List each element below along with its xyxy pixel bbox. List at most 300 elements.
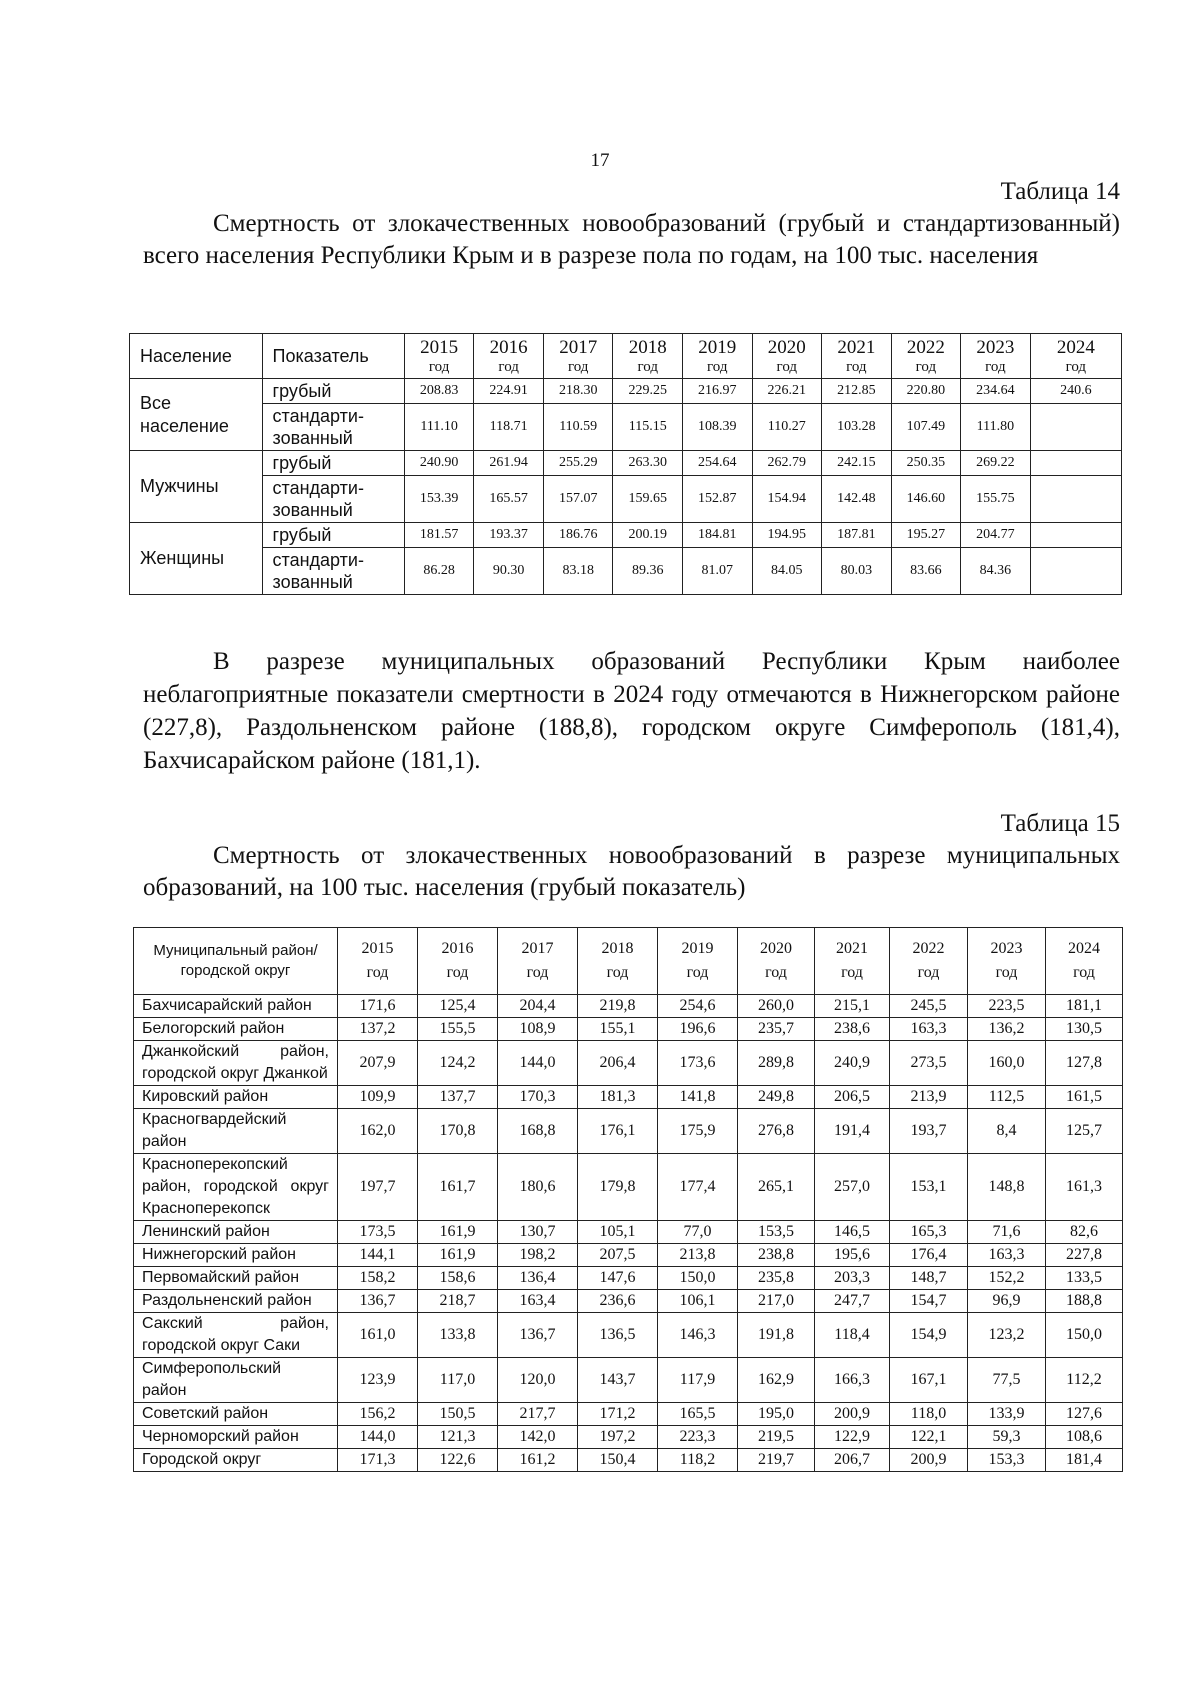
value-cell: [1030, 451, 1121, 476]
value-cell: 84.36: [961, 548, 1031, 595]
header-year-unit: год: [366, 964, 389, 981]
table14-header-row: [130, 334, 1122, 379]
value-cell: 83.66: [891, 548, 961, 595]
table14-row: [130, 476, 1122, 523]
table14-label: Таблица 14: [1000, 178, 1120, 205]
value-cell: 250.35: [891, 451, 961, 476]
value-cell: 103.28: [822, 404, 892, 451]
table14-row: [130, 451, 1122, 476]
value-cell: 77,0: [658, 1221, 738, 1244]
value-cell: 150,0: [1046, 1313, 1123, 1358]
table14-row: [130, 523, 1122, 548]
value-cell: [1030, 548, 1121, 595]
value-cell: 107.49: [891, 404, 961, 451]
value-cell: 161,9: [418, 1221, 498, 1244]
value-cell: 137,7: [418, 1086, 498, 1109]
header-year-unit: год: [637, 359, 658, 375]
value-cell: 176,4: [890, 1244, 968, 1267]
value-cell: 177,4: [658, 1154, 738, 1221]
header-year-unit: год: [776, 359, 798, 375]
district-name: Нижнегорский район: [134, 1244, 338, 1267]
value-cell: 213,8: [658, 1244, 738, 1267]
header-year-2022: [891, 334, 961, 379]
value-cell: 156,2: [338, 1403, 418, 1426]
value-cell: 195.27: [891, 523, 961, 548]
value-cell: 108,9: [498, 1018, 578, 1041]
header-year-value: 2022: [906, 337, 945, 358]
value-cell: 144,0: [498, 1041, 578, 1086]
value-cell: 196,6: [658, 1018, 738, 1041]
district-name: Джанкойский район, городской округ Джанкой: [134, 1041, 338, 1086]
header-year-2021: [815, 928, 890, 995]
value-cell: 146,3: [658, 1313, 738, 1358]
header-year-2015: [404, 334, 474, 379]
header-year-unit: год: [446, 964, 469, 981]
value-cell: 163,3: [890, 1018, 968, 1041]
district-name: Красноперекопский район, городской округ Красноперекопск: [134, 1154, 338, 1221]
value-cell: 187.81: [822, 523, 892, 548]
value-cell: 240,9: [815, 1041, 890, 1086]
value-cell: 152.87: [683, 476, 753, 523]
header-year-unit: год: [841, 964, 863, 981]
value-cell: 82,6: [1046, 1221, 1123, 1244]
value-cell: 133,9: [968, 1403, 1046, 1426]
value-cell: 161,0: [338, 1313, 418, 1358]
value-cell: 146,5: [815, 1221, 890, 1244]
table15-row: [134, 1221, 1123, 1244]
district-name: Первомайский район: [134, 1267, 338, 1290]
value-cell: 155,5: [418, 1018, 498, 1041]
value-cell: 118.71: [474, 404, 544, 451]
value-cell: 191,8: [738, 1313, 815, 1358]
value-cell: 108.39: [683, 404, 753, 451]
district-name: Бахчисарайский район: [134, 995, 338, 1018]
value-cell: 80.03: [822, 548, 892, 595]
value-cell: 170,8: [418, 1109, 498, 1154]
header-year-unit: год: [915, 359, 937, 375]
header-year-value: 2019: [681, 940, 714, 957]
value-cell: 227,8: [1046, 1244, 1123, 1267]
value-cell: 197,2: [578, 1426, 658, 1449]
value-cell: 165,5: [658, 1403, 738, 1426]
value-cell: 133,5: [1046, 1267, 1123, 1290]
table15-header-row: [134, 928, 1123, 995]
value-cell: 81.07: [683, 548, 753, 595]
value-cell: 289,8: [738, 1041, 815, 1086]
header-year-2021: [822, 334, 892, 379]
value-cell: 111.80: [961, 404, 1031, 451]
value-cell: 122,9: [815, 1426, 890, 1449]
value-cell: 125,4: [418, 995, 498, 1018]
value-cell: 159.65: [613, 476, 683, 523]
value-cell: 206,7: [815, 1449, 890, 1472]
value-cell: 273,5: [890, 1041, 968, 1086]
value-cell: 197,7: [338, 1154, 418, 1221]
header-year-unit: год: [606, 964, 629, 981]
table15-title: Смертность от злокачественных новообразований в разрезе муниципальных образований, на 100 тыс. населения (грубый показатель): [143, 842, 1120, 901]
value-cell: 84.05: [752, 548, 822, 595]
value-cell: 136,7: [338, 1290, 418, 1313]
value-cell: 171,3: [338, 1449, 418, 1472]
group-label: Все население: [130, 379, 263, 451]
header-year-value: 2024: [1068, 940, 1100, 957]
value-cell: 120,0: [498, 1358, 578, 1403]
value-cell: 184.81: [683, 523, 753, 548]
value-cell: 261.94: [474, 451, 544, 476]
table15-row: [134, 1449, 1123, 1472]
header-year-value: 2017: [521, 940, 554, 957]
value-cell: 238,8: [738, 1244, 815, 1267]
value-cell: 203,3: [815, 1267, 890, 1290]
value-cell: 235,8: [738, 1267, 815, 1290]
table14-title: Смертность от злокачественных новообразований (грубый и стандартизованный) всего населения Республики Крым и в разрезе пола по годам, на 100 тыс. населения: [143, 210, 1120, 269]
value-cell: 219,7: [738, 1449, 815, 1472]
header-year-value: 2020: [767, 337, 806, 358]
value-cell: 191,4: [815, 1109, 890, 1154]
value-cell: 176,1: [578, 1109, 658, 1154]
value-cell: 90.30: [474, 548, 544, 595]
header-year-value: 2015: [361, 940, 394, 957]
table15-row: [134, 1154, 1123, 1221]
header-year-unit: год: [567, 359, 589, 375]
value-cell: 200,9: [890, 1449, 968, 1472]
value-cell: 263.30: [613, 451, 683, 476]
value-cell: 234.64: [961, 379, 1031, 404]
value-cell: 83.18: [543, 548, 613, 595]
header-year-2023: [961, 334, 1031, 379]
value-cell: 257,0: [815, 1154, 890, 1221]
value-cell: 240.6: [1030, 379, 1121, 404]
value-cell: 122,1: [890, 1426, 968, 1449]
header-year-2024: [1046, 928, 1123, 995]
value-cell: 163,4: [498, 1290, 578, 1313]
value-cell: 265,1: [738, 1154, 815, 1221]
value-cell: 96,9: [968, 1290, 1046, 1313]
header-year-2015: [338, 928, 418, 995]
value-cell: 154,9: [890, 1313, 968, 1358]
district-name: Симферопольский район: [134, 1358, 338, 1403]
table15-row: [134, 995, 1123, 1018]
value-cell: 179,8: [578, 1154, 658, 1221]
header-year-2022: [890, 928, 968, 995]
value-cell: 136,7: [498, 1313, 578, 1358]
table15-row: [134, 1290, 1123, 1313]
value-cell: 161,5: [1046, 1086, 1123, 1109]
value-cell: 193.37: [474, 523, 544, 548]
value-cell: 111.10: [404, 404, 474, 451]
header-year-unit: год: [498, 359, 519, 375]
value-cell: 175,9: [658, 1109, 738, 1154]
value-cell: 206,5: [815, 1086, 890, 1109]
header-year-value: 2021: [837, 337, 876, 358]
value-cell: 245,5: [890, 995, 968, 1018]
value-cell: 255.29: [543, 451, 613, 476]
header-indicator: Показатель: [262, 334, 404, 379]
header-year-value: 2021: [836, 940, 868, 957]
value-cell: 130,5: [1046, 1018, 1123, 1041]
value-cell: 219,5: [738, 1426, 815, 1449]
value-cell: 208.83: [404, 379, 474, 404]
value-cell: 110.59: [543, 404, 613, 451]
header-year-unit: год: [1065, 359, 1087, 375]
value-cell: 238,6: [815, 1018, 890, 1041]
header-year-2016: [418, 928, 498, 995]
value-cell: 168,8: [498, 1109, 578, 1154]
table15-row: [134, 1109, 1123, 1154]
value-cell: 200,9: [815, 1403, 890, 1426]
value-cell: 254.64: [683, 451, 753, 476]
value-cell: 219,8: [578, 995, 658, 1018]
header-year-value: 2023: [976, 337, 1015, 358]
value-cell: 242.15: [822, 451, 892, 476]
value-cell: 171,6: [338, 995, 418, 1018]
value-cell: 152,2: [968, 1267, 1046, 1290]
district-name: Белогорский район: [134, 1018, 338, 1041]
value-cell: 153,5: [738, 1221, 815, 1244]
value-cell: 181,4: [1046, 1449, 1123, 1472]
header-year-2020: [738, 928, 815, 995]
value-cell: 224.91: [474, 379, 544, 404]
value-cell: 8,4: [968, 1109, 1046, 1154]
district-name: Раздольненский район: [134, 1290, 338, 1313]
header-year-value: 2015: [420, 337, 459, 358]
value-cell: 158,6: [418, 1267, 498, 1290]
header-year-unit: год: [985, 359, 1006, 375]
value-cell: 195,0: [738, 1403, 815, 1426]
header-year-unit: год: [917, 964, 940, 981]
value-cell: 144,1: [338, 1244, 418, 1267]
value-cell: 136,4: [498, 1267, 578, 1290]
value-cell: [1030, 523, 1121, 548]
value-cell: 150,5: [418, 1403, 498, 1426]
indicator-label: стандарти-зованный: [262, 476, 404, 523]
table15-row: [134, 1086, 1123, 1109]
header-year-value: 2016: [489, 337, 528, 358]
table14-row: [130, 404, 1122, 451]
table15-row: [134, 1267, 1123, 1290]
value-cell: 229.25: [613, 379, 683, 404]
value-cell: 181.57: [404, 523, 474, 548]
value-cell: 171,2: [578, 1403, 658, 1426]
value-cell: 112,5: [968, 1086, 1046, 1109]
value-cell: 200.19: [613, 523, 683, 548]
value-cell: 141,8: [658, 1086, 738, 1109]
value-cell: [1030, 404, 1121, 451]
value-cell: 269.22: [961, 451, 1031, 476]
value-cell: 136,2: [968, 1018, 1046, 1041]
value-cell: 226.21: [752, 379, 822, 404]
value-cell: 166,3: [815, 1358, 890, 1403]
value-cell: 153.39: [404, 476, 474, 523]
value-cell: 188,8: [1046, 1290, 1123, 1313]
header-year-2018: [613, 334, 683, 379]
header-year-value: 2022: [912, 940, 945, 957]
value-cell: 181,1: [1046, 995, 1123, 1018]
district-name: Ленинский район: [134, 1221, 338, 1244]
value-cell: 217,0: [738, 1290, 815, 1313]
table15-row: [134, 1041, 1123, 1086]
district-name: Сакский район, городской округ Саки: [134, 1313, 338, 1358]
value-cell: 150,4: [578, 1449, 658, 1472]
value-cell: 148,7: [890, 1267, 968, 1290]
table14-row: [130, 548, 1122, 595]
value-cell: 142,0: [498, 1426, 578, 1449]
value-cell: 77,5: [968, 1358, 1046, 1403]
header-district: Муниципальный район/ городской округ: [134, 928, 338, 995]
table15-row: [134, 1403, 1123, 1426]
value-cell: 123,2: [968, 1313, 1046, 1358]
header-year-value: 2020: [760, 940, 792, 957]
value-cell: 89.36: [613, 548, 683, 595]
value-cell: 186.76: [543, 523, 613, 548]
page-number: 17: [590, 150, 610, 171]
header-year-value: 2019: [698, 337, 737, 358]
header-year-unit: год: [846, 359, 867, 375]
value-cell: 161,3: [1046, 1154, 1123, 1221]
value-cell: 173,6: [658, 1041, 738, 1086]
value-cell: 127,6: [1046, 1403, 1123, 1426]
header-year-value: 2018: [601, 940, 634, 957]
value-cell: 206,4: [578, 1041, 658, 1086]
header-year-unit: год: [1073, 964, 1095, 981]
value-cell: 204,4: [498, 995, 578, 1018]
value-cell: 161,2: [498, 1449, 578, 1472]
value-cell: 236,6: [578, 1290, 658, 1313]
value-cell: 109,9: [338, 1086, 418, 1109]
value-cell: 155,1: [578, 1018, 658, 1041]
value-cell: 59,3: [968, 1426, 1046, 1449]
value-cell: 143,7: [578, 1358, 658, 1403]
value-cell: 254,6: [658, 995, 738, 1018]
value-cell: 125,7: [1046, 1109, 1123, 1154]
header-year-unit: год: [686, 964, 709, 981]
value-cell: 117,0: [418, 1358, 498, 1403]
value-cell: 249,8: [738, 1086, 815, 1109]
value-cell: 106,1: [658, 1290, 738, 1313]
table15-row: [134, 1426, 1123, 1449]
value-cell: 158,2: [338, 1267, 418, 1290]
value-cell: 240.90: [404, 451, 474, 476]
value-cell: 105,1: [578, 1221, 658, 1244]
value-cell: 133,8: [418, 1313, 498, 1358]
value-cell: 162,9: [738, 1358, 815, 1403]
value-cell: 115.15: [613, 404, 683, 451]
group-label: Мужчины: [130, 451, 263, 523]
value-cell: 213,9: [890, 1086, 968, 1109]
value-cell: 162,0: [338, 1109, 418, 1154]
header-year-unit: год: [428, 359, 450, 375]
value-cell: 157.07: [543, 476, 613, 523]
value-cell: 118,2: [658, 1449, 738, 1472]
header-year-value: 2016: [441, 940, 474, 957]
value-cell: 150,0: [658, 1267, 738, 1290]
header-population: Население: [130, 334, 263, 379]
district-name: Кировский район: [134, 1086, 338, 1109]
value-cell: 204.77: [961, 523, 1031, 548]
value-cell: 108,6: [1046, 1426, 1123, 1449]
value-cell: 165,3: [890, 1221, 968, 1244]
value-cell: 86.28: [404, 548, 474, 595]
value-cell: 110.27: [752, 404, 822, 451]
district-name: Городской округ: [134, 1449, 338, 1472]
value-cell: 155.75: [961, 476, 1031, 523]
value-cell: 215,1: [815, 995, 890, 1018]
value-cell: 195,6: [815, 1244, 890, 1267]
value-cell: 160,0: [968, 1041, 1046, 1086]
district-name: Советский район: [134, 1403, 338, 1426]
value-cell: 167,1: [890, 1358, 968, 1403]
body-paragraph: В разрезе муниципальных образований Республики Крым наиболее неблагоприятные показатели смертности в 2024 году отмечаются в Нижнегорском районе (227,8), Раздольненском районе (188,8), городском округе Симферополь (181,4), Бахчисарайском районе (181,1).: [143, 648, 1120, 774]
value-cell: 117,9: [658, 1358, 738, 1403]
header-year-value: 2017: [559, 337, 598, 358]
value-cell: 220.80: [891, 379, 961, 404]
table15-row: [134, 1313, 1123, 1358]
indicator-label: грубый: [262, 523, 404, 548]
value-cell: 144,0: [338, 1426, 418, 1449]
value-cell: 165.57: [474, 476, 544, 523]
value-cell: 198,2: [498, 1244, 578, 1267]
table15-label: Таблица 15: [1000, 810, 1120, 837]
indicator-label: грубый: [262, 379, 404, 404]
table14-row: [130, 379, 1122, 404]
value-cell: 123,9: [338, 1358, 418, 1403]
header-year-unit: год: [995, 964, 1018, 981]
value-cell: 71,6: [968, 1221, 1046, 1244]
header-year-unit: год: [765, 964, 787, 981]
value-cell: 173,5: [338, 1221, 418, 1244]
value-cell: 276,8: [738, 1109, 815, 1154]
value-cell: 118,0: [890, 1403, 968, 1426]
value-cell: 180,6: [498, 1154, 578, 1221]
value-cell: 216.97: [683, 379, 753, 404]
header-year-2019: [658, 928, 738, 995]
table15-row: [134, 1358, 1123, 1403]
value-cell: 260,0: [738, 995, 815, 1018]
indicator-label: стандарти-зованный: [262, 404, 404, 451]
value-cell: 247,7: [815, 1290, 890, 1313]
value-cell: 223,5: [968, 995, 1046, 1018]
header-year-2016: [474, 334, 544, 379]
value-cell: 124,2: [418, 1041, 498, 1086]
table15-row: [134, 1244, 1123, 1267]
header-year-2019: [683, 334, 753, 379]
value-cell: 153,1: [890, 1154, 968, 1221]
value-cell: 148,8: [968, 1154, 1046, 1221]
value-cell: [1030, 476, 1121, 523]
value-cell: 194.95: [752, 523, 822, 548]
value-cell: 137,2: [338, 1018, 418, 1041]
table15-row: [134, 1018, 1123, 1041]
value-cell: 163,3: [968, 1244, 1046, 1267]
value-cell: 212.85: [822, 379, 892, 404]
header-year-2023: [968, 928, 1046, 995]
value-cell: 112,2: [1046, 1358, 1123, 1403]
header-year-2017: [498, 928, 578, 995]
header-year-2017: [543, 334, 613, 379]
value-cell: 121,3: [418, 1426, 498, 1449]
value-cell: 122,6: [418, 1449, 498, 1472]
value-cell: 147,6: [578, 1267, 658, 1290]
group-label: Женщины: [130, 523, 263, 595]
header-year-2018: [578, 928, 658, 995]
value-cell: 127,8: [1046, 1041, 1123, 1086]
value-cell: 235,7: [738, 1018, 815, 1041]
value-cell: 170,3: [498, 1086, 578, 1109]
value-cell: 146.60: [891, 476, 961, 523]
value-cell: 142.48: [822, 476, 892, 523]
value-cell: 154,7: [890, 1290, 968, 1313]
value-cell: 161,9: [418, 1244, 498, 1267]
